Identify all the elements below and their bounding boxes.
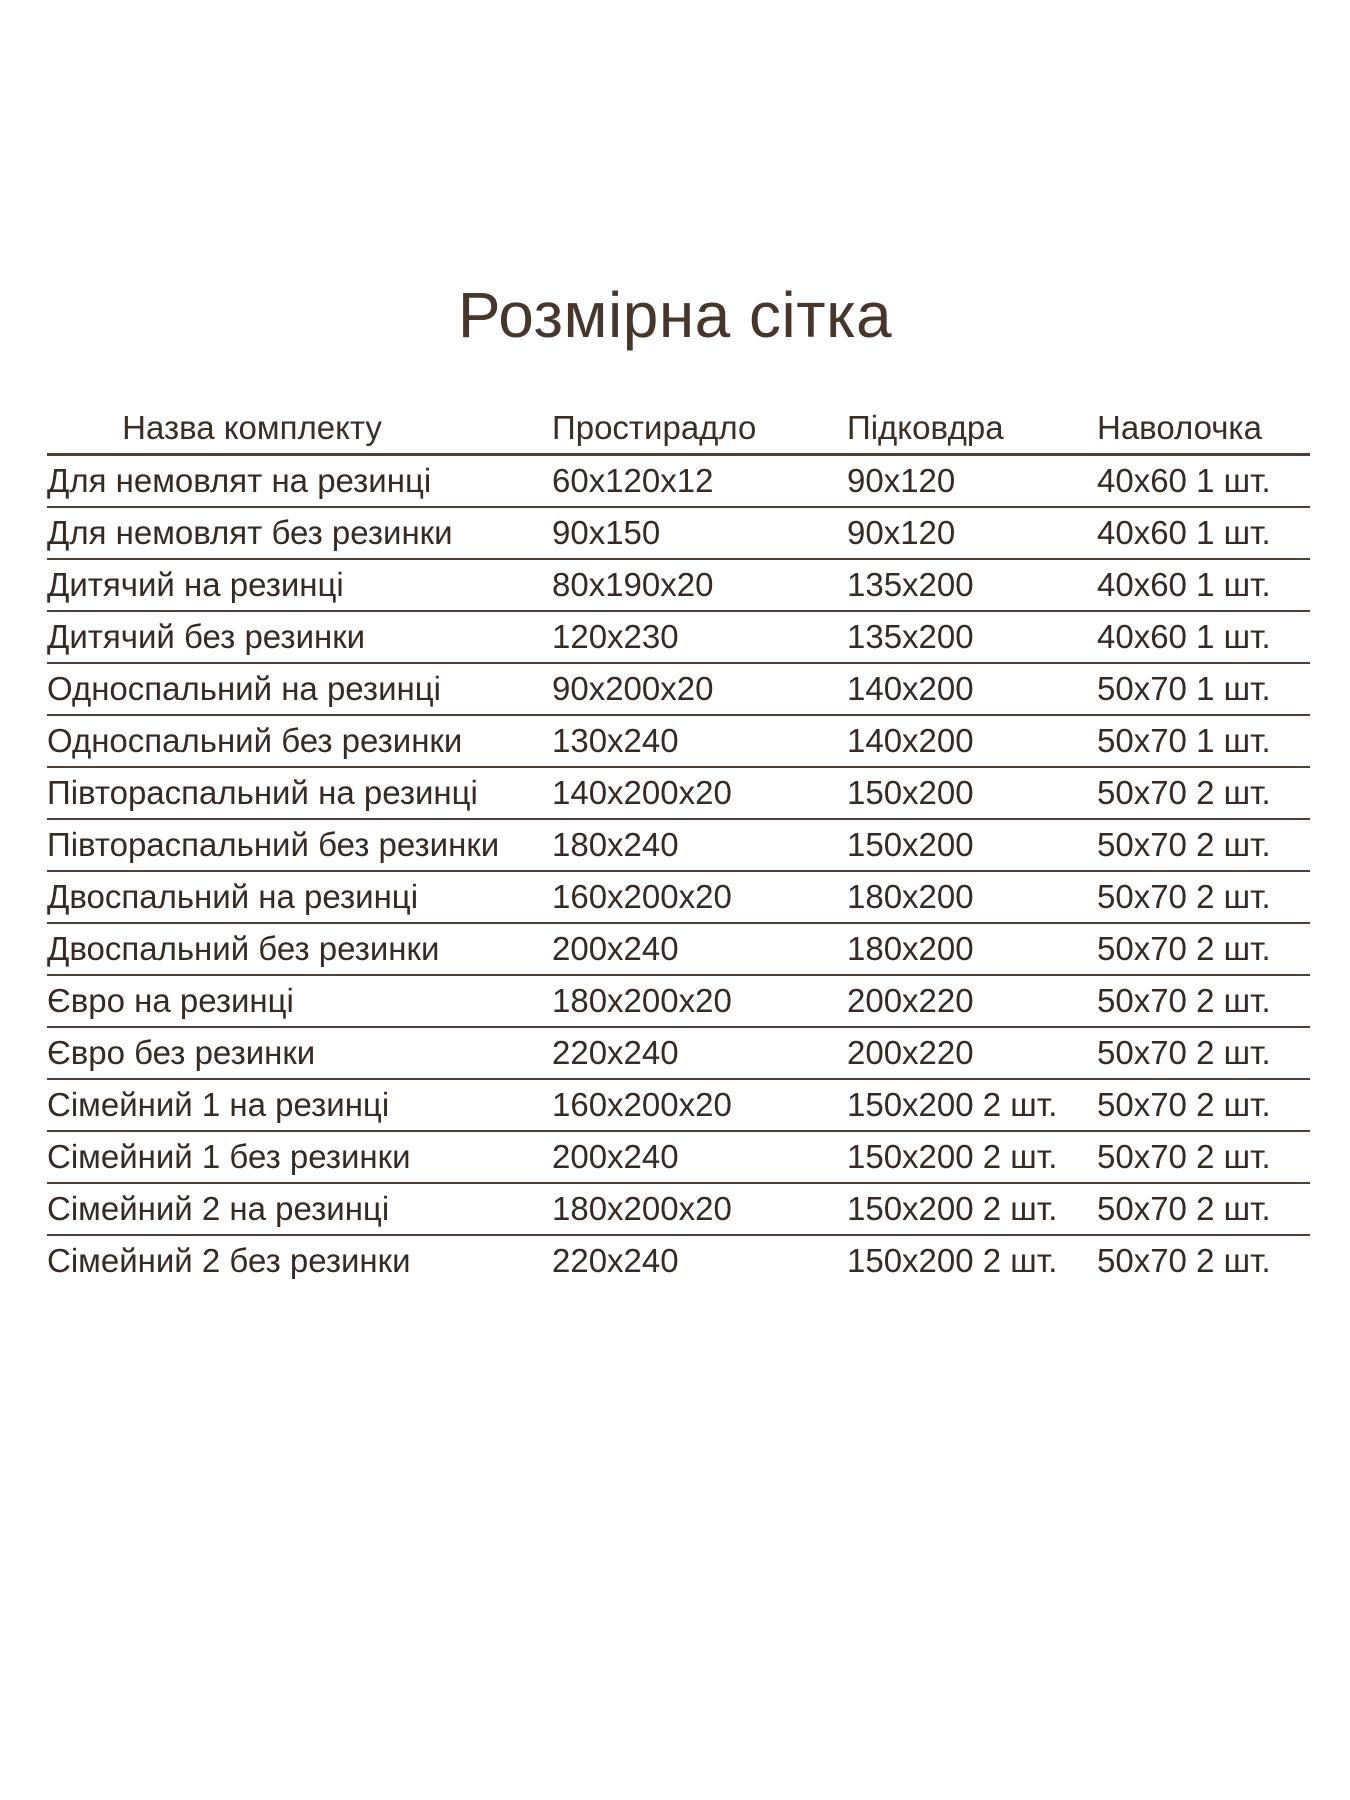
table-row bbox=[47, 819, 1310, 871]
cell-sheet: 220х240 bbox=[552, 1241, 679, 1279]
cell-duvet: 150х200 2 шт. bbox=[847, 1241, 1058, 1279]
cell-set-name: Сімейний 1 без резинки bbox=[47, 1131, 552, 1183]
cell-pillowcase: 40х60 1 шт. bbox=[1097, 611, 1310, 663]
cell-set-name: Півтораспальний без резинки bbox=[47, 819, 552, 871]
table-row bbox=[47, 507, 1310, 559]
cell-sheet: 200х240 bbox=[552, 1131, 847, 1183]
cell-sheet: 90х150 bbox=[552, 507, 847, 559]
cell-duvet: 150х200 bbox=[847, 819, 1097, 871]
cell-duvet: 140х200 bbox=[847, 663, 1097, 715]
cell-pillowcase: 50х70 1 шт. bbox=[1097, 715, 1310, 767]
cell-duvet: 135х200 bbox=[847, 611, 1097, 663]
table-row bbox=[47, 975, 1310, 1027]
cell-set-name: Для немовлят без резинки bbox=[47, 507, 552, 559]
cell-sheet: 160х200х20 bbox=[552, 871, 847, 923]
cell-pillowcase: 50х70 2 шт. bbox=[1097, 1079, 1310, 1131]
header-row bbox=[47, 403, 1310, 455]
cell-pillowcase: 50х70 2 шт. bbox=[1097, 923, 1310, 975]
cell-sheet: 220х240 bbox=[552, 1027, 847, 1079]
cell-pillowcase: 50х70 2 шт. bbox=[1097, 871, 1310, 923]
cell-set-name: Півтораспальний на резинці bbox=[47, 767, 552, 819]
cell-sheet: 200х240 bbox=[552, 923, 847, 975]
cell-duvet: 135х200 bbox=[847, 559, 1097, 611]
size-table-body bbox=[47, 455, 1310, 1287]
column-header-sheet: Простирадло bbox=[552, 403, 847, 455]
cell-set-name: Двоспальний без резинки bbox=[47, 923, 552, 975]
cell-sheet: 180х200х20 bbox=[552, 975, 847, 1027]
cell-duvet: 180х200 bbox=[847, 871, 1097, 923]
cell-sheet: 80х190х20 bbox=[552, 559, 847, 611]
column-header-set-name: Назва комплекту bbox=[47, 403, 552, 455]
column-header-duvet: Підковдра bbox=[847, 403, 1097, 455]
table-row bbox=[47, 1027, 1310, 1079]
cell-duvet: 150х200 bbox=[847, 767, 1097, 819]
cell-set-name: Євро без резинки bbox=[47, 1027, 552, 1079]
column-header-pillowcase: Наволочка bbox=[1097, 403, 1310, 455]
cell-pillowcase: 40х60 1 шт. bbox=[1097, 559, 1310, 611]
cell-sheet: 160х200х20 bbox=[552, 1079, 847, 1131]
cell-pillowcase: 50х70 2 шт. bbox=[1097, 1131, 1310, 1183]
cell-sheet: 140х200х20 bbox=[552, 767, 847, 819]
cell-set-name: Односпальний на резинці bbox=[47, 663, 552, 715]
cell-sheet: 90х200х20 bbox=[552, 663, 847, 715]
size-table-head bbox=[47, 403, 1310, 455]
cell-pillowcase: 50х70 1 шт. bbox=[1097, 663, 1310, 715]
cell-set-name: Дитячий на резинці bbox=[47, 559, 552, 611]
table-row bbox=[47, 1131, 1310, 1183]
table-row bbox=[47, 663, 1310, 715]
page-title: Розмірна сітка bbox=[457, 279, 893, 351]
cell-duvet: 150х200 2 шт. bbox=[847, 1131, 1097, 1183]
table-row bbox=[47, 1183, 1310, 1235]
cell-duvet: 180х200 bbox=[847, 923, 1097, 975]
table-row bbox=[47, 559, 1310, 611]
cell-duvet: 90х120 bbox=[847, 455, 1097, 508]
table-row bbox=[47, 871, 1310, 923]
table-row bbox=[47, 715, 1310, 767]
cell-sheet: 180х200х20 bbox=[552, 1183, 847, 1235]
cell-duvet: 90х120 bbox=[847, 507, 1097, 559]
cell-set-name: Двоспальний на резинці bbox=[47, 871, 552, 923]
cell-pillowcase: 50х70 2 шт. bbox=[1097, 1241, 1271, 1279]
cell-set-name: Дитячий без резинки bbox=[47, 611, 552, 663]
cell-set-name: Односпальний без резинки bbox=[47, 715, 552, 767]
cell-pillowcase: 50х70 2 шт. bbox=[1097, 1183, 1310, 1235]
cell-set-name: Сімейний 1 на резинці bbox=[47, 1079, 552, 1131]
cell-sheet: 130х240 bbox=[552, 715, 847, 767]
table-row bbox=[47, 611, 1310, 663]
table-row bbox=[47, 1079, 1310, 1131]
table-row bbox=[47, 1235, 1310, 1286]
cell-set-name: Євро на резинці bbox=[47, 975, 552, 1027]
cell-set-name: Сімейний 2 на резинці bbox=[47, 1183, 552, 1235]
table-row bbox=[47, 455, 1310, 508]
cell-pillowcase: 50х70 2 шт. bbox=[1097, 819, 1310, 871]
cell-set-name: Для немовлят на резинці bbox=[47, 455, 552, 508]
size-table bbox=[47, 403, 1310, 1286]
cell-set-name: Сімейний 2 без резинки bbox=[47, 1241, 411, 1279]
cell-sheet: 60х120х12 bbox=[552, 455, 847, 508]
cell-duvet: 140х200 bbox=[847, 715, 1097, 767]
cell-sheet: 180х240 bbox=[552, 819, 847, 871]
cell-pillowcase: 50х70 2 шт. bbox=[1097, 1027, 1310, 1079]
cell-duvet: 200х220 bbox=[847, 1027, 1097, 1079]
table-row bbox=[47, 923, 1310, 975]
cell-duvet: 150х200 2 шт. bbox=[847, 1183, 1097, 1235]
table-row bbox=[47, 767, 1310, 819]
cell-duvet: 150х200 2 шт. bbox=[847, 1079, 1097, 1131]
cell-pillowcase: 40х60 1 шт. bbox=[1097, 507, 1310, 559]
cell-pillowcase: 50х70 2 шт. bbox=[1097, 975, 1310, 1027]
cell-sheet: 120х230 bbox=[552, 611, 847, 663]
cell-pillowcase: 50х70 2 шт. bbox=[1097, 767, 1310, 819]
cell-duvet: 200х220 bbox=[847, 975, 1097, 1027]
cell-pillowcase: 40х60 1 шт. bbox=[1097, 455, 1310, 508]
